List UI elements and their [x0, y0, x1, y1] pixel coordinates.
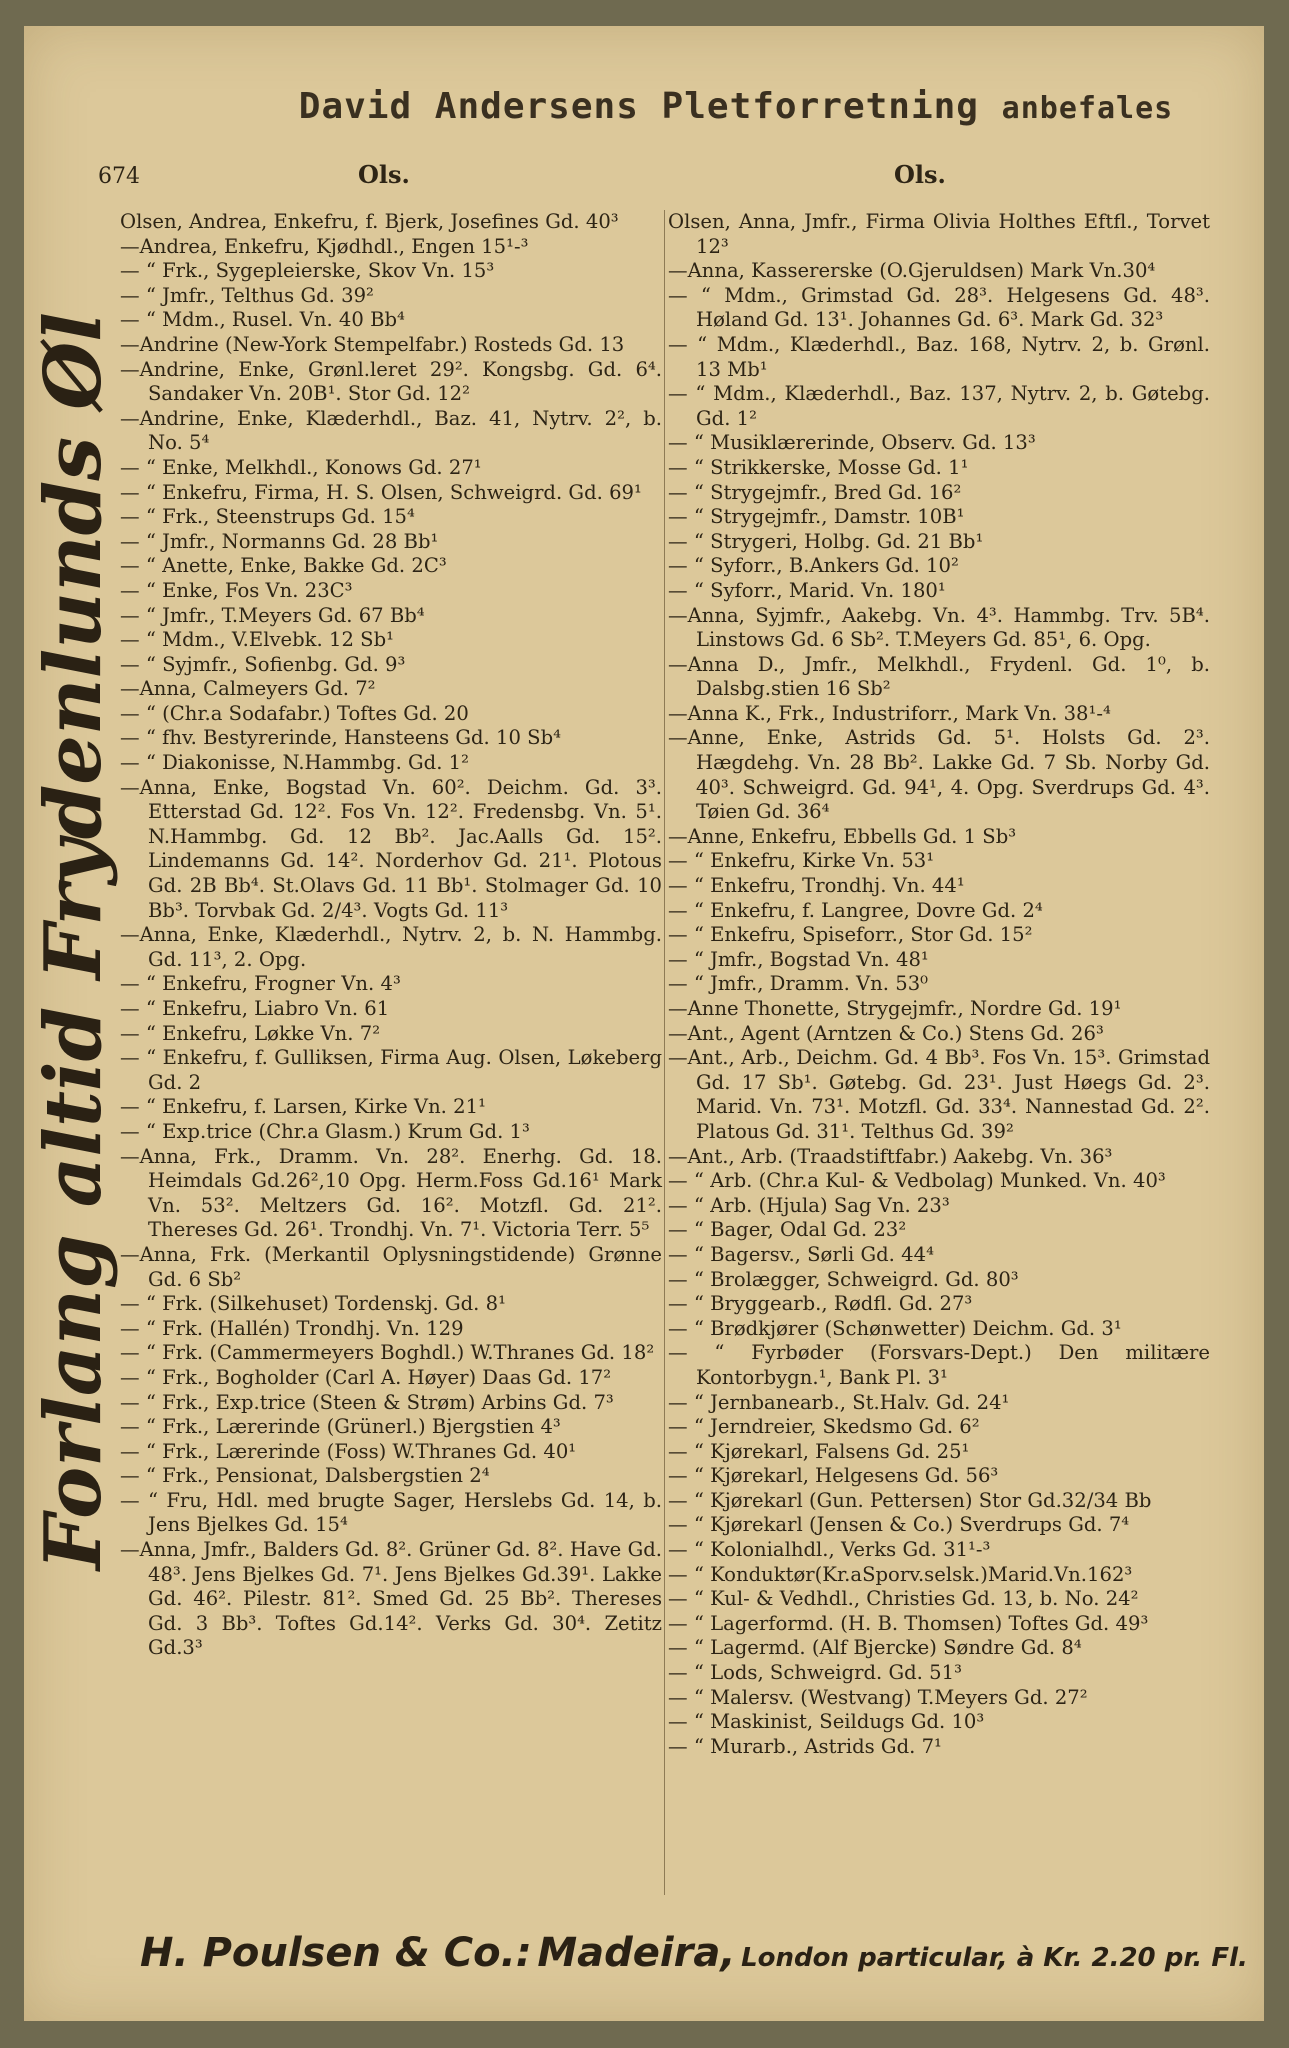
directory-entry: — “ Enkefru, f. Gulliksen, Firma Aug. Olsen, Løkeberg Gd. 2 [120, 1046, 662, 1094]
directory-entry: — “ Bager, Odal Gd. 23² [668, 1218, 907, 1242]
directory-entry: — “ Enkefru, Trondhj. Vn. 44¹ [668, 874, 965, 898]
directory-entry: — “ Mdm., Klæderhdl., Baz. 137, Nytrv. 2, b. Gøtebg. Gd. 1² [668, 382, 1210, 430]
directory-entry: —Anne Thonette, Strygejmfr., Nordre Gd. 19¹ [668, 997, 1122, 1020]
directory-entry: — “ Frk., Exp.trice (Steen & Strøm) Arbins Gd. 7³ [120, 1390, 614, 1414]
directory-entry: — “ Kjørekarl, Falsens Gd. 25¹ [668, 1439, 970, 1463]
directory-entry: —Anna, Jmfr., Balders Gd. 8². Grüner Gd. 8². Have Gd. 48³. Jens Bjelkes Gd. 7¹. Jens Bjelkes Gd.39¹. Lakke Gd. 46². Pilestr. 81². Smed Gd. 25 Bb². Thereses Gd. 3 Bb³. Toftes Gd.14². Verks Gd. 30⁴. Zetitz Gd.3³ [120, 1538, 662, 1660]
directory-entry: —Ant., Arb., Deichm. Gd. 4 Bb³. Fos Vn. 15³. Grimstad Gd. 17 Sb¹. Gøtebg. Gd. 23¹. Just Høegs Gd. 2³. Marid. Vn. 73¹. Motzfl. Gd. 33⁴. Nannestad Gd. 2². Platous Gd. 31¹. Telthus Gd. 39² [668, 1046, 1210, 1143]
directory-entry: — “ (Chr.a Sodafabr.) Toftes Gd. 20 [120, 701, 469, 725]
directory-entry: — “ Enkefru, Kirke Vn. 53¹ [668, 849, 935, 873]
directory-entry: — “ Arb. (Hjula) Sag Vn. 23³ [668, 1193, 950, 1217]
directory-entry: —Anna, Frk., Dramm. Vn. 28². Enerhg. Gd. 18. Heimdals Gd.26²,10 Opg. Herm.Foss Gd.16¹ Mark Vn. 53². Meltzers Gd. 16². Motzfl. Gd. 21². Thereses Gd. 26¹. Trondhj. Vn. 7¹. Victoria Terr. 5⁵ [120, 1144, 662, 1242]
directory-entry: — “ Konduktør(Kr.aSporv.selsk.)Marid.Vn.162³ [668, 1562, 1133, 1586]
directory-entry: — “ Strikkerske, Mosse Gd. 1¹ [668, 455, 969, 479]
directory-entry: — “ Frk., Lærerinde (Grünerl.) Bjergstien 4³ [120, 1415, 561, 1439]
directory-entry: — “ Fyrbøder (Forsvars-Dept.) Den militære Kontorbygn.¹, Bank Pl. 3¹ [668, 1341, 1210, 1389]
directory-entry: — “ Jerndreier, Skedsmo Gd. 6² [668, 1415, 980, 1439]
directory-entry: —Anne, Enkefru, Ebbells Gd. 1 Sb³ [668, 824, 1017, 848]
running-head-left: Ols. [358, 160, 410, 189]
directory-entry: — “ Lods, Schweigrd. Gd. 51³ [668, 1661, 962, 1685]
directory-entry: — “ Frk. (Hallén) Trondhj. Vn. 129 [120, 1316, 464, 1340]
directory-entry: —Anna, Enke, Klæderhdl., Nytrv. 2, b. N. Hammbg. Gd. 11³, 2. Opg. [120, 923, 662, 971]
directory-entry: — “ Fru, Hdl. med brugte Sager, Herslebs Gd. 14, b. Jens Bjelkes Gd. 15⁴ [120, 1488, 662, 1537]
directory-entry: — “ Mdm., Klæderhdl., Baz. 168, Nytrv. 2, b. Grønl. 13 Mb¹ [668, 332, 1210, 381]
directory-entry: — “ Enkefru, Løkke Vn. 7² [120, 1021, 381, 1045]
footer-detail: London particular, à Kr. 2.20 pr. Fl. [741, 1943, 1248, 1973]
directory-entry: — “ Enkefru, Spiseforr., Stor Gd. 15² [668, 923, 1033, 947]
directory-entry: —Anna, Enke, Bogstad Vn. 60². Deichm. Gd. 3³. Etterstad Gd. 12². Fos Vn. 12². Fredensbg. Vn. 5¹. N.Hammbg. Gd. 12 Bb². Jac.Aalls Gd. 15². Lindemanns Gd. 14². Norderhov Gd. 21¹. Plotous Gd. 2B Bb⁴. St.Olavs Gd. 11 Bb¹. Stolmager Gd. 10 Bb³. Torvbak Gd. 2/4³. Vogts Gd. 11³ [120, 775, 662, 922]
directory-entry: — “ Malersv. (Westvang) T.Meyers Gd. 27² [668, 1685, 1088, 1709]
directory-entry: — “ Kjørekarl (Gun. Pettersen) Stor Gd.32/34 Bb [668, 1488, 1152, 1512]
banner-main-text: David Andersens Pletforretning [298, 86, 979, 127]
directory-entry: —Anna D., Jmfr., Melkhdl., Frydenl. Gd. 1⁰, b. Dalsbg.stien 16 Sb² [668, 652, 1210, 701]
directory-entry: — “ Syforr., Marid. Vn. 180¹ [668, 578, 946, 602]
directory-entry: — “ Enkefru, Firma, H. S. Olsen, Schweigrd. Gd. 69¹ [120, 480, 642, 504]
directory-entry: — “ Jmfr., Bogstad Vn. 48¹ [668, 947, 929, 971]
directory-entry: — “ Enkefru, f. Langree, Dovre Gd. 2⁴ [668, 898, 1043, 922]
directory-entry: — “ Kolonialhdl., Verks Gd. 31¹-³ [668, 1538, 991, 1562]
directory-entry: —Andrea, Enkefru, Kjødhdl., Engen 15¹-³ [120, 234, 529, 258]
directory-entry: — “ Strygeri, Holbg. Gd. 21 Bb¹ [668, 529, 984, 553]
directory-entry: —Anna, Calmeyers Gd. 7² [120, 677, 376, 701]
directory-entry: — “ Frk., Bogholder (Carl A. Høyer) Daas Gd. 17² [120, 1365, 612, 1389]
directory-entry: —Anna K., Frk., Industriforr., Mark Vn. 38¹-⁴ [668, 701, 1111, 725]
directory-entry: — “ Anette, Enke, Bakke Gd. 2C³ [120, 554, 447, 578]
directory-entry: — “ Jmfr., Normanns Gd. 28 Bb¹ [120, 529, 439, 553]
directory-entry: — “ Exp.trice (Chr.a Glasm.) Krum Gd. 1³ [120, 1119, 530, 1143]
left-column [120, 210, 662, 1661]
directory-entry: — “ Mdm., Grimstad Gd. 28³. Helgesens Gd. 48³. Høland Gd. 13¹. Johannes Gd. 6³. Mark Gd. 32³ [668, 283, 1210, 332]
directory-entry: — “ Enkefru, Liabro Vn. 61 [120, 997, 390, 1020]
directory-entry: — “ Jernbanearb., St.Halv. Gd. 24¹ [668, 1390, 1010, 1414]
directory-entry: — “ Jmfr., Telthus Gd. 39² [120, 283, 374, 307]
directory-entry: — “ Enkefru, f. Larsen, Kirke Vn. 21¹ [120, 1095, 486, 1119]
directory-entry: — “ Mdm., Rusel. Vn. 40 Bb⁴ [120, 308, 405, 332]
bottom-advert [140, 1930, 1248, 1976]
directory-entry: — “ Frk. (Cammermeyers Boghdl.) W.Thranes Gd. 18² [120, 1341, 655, 1365]
directory-entry: — “ Bryggearb., Rødfl. Gd. 27³ [668, 1292, 973, 1316]
banner-small-text: anbefales [1001, 91, 1174, 126]
directory-entry: —Andrine (New-York Stempelfabr.) Rosteds Gd. 13 [120, 332, 625, 356]
side-advert: Forlang altid Frydenlunds Øl [28, 312, 119, 1570]
footer-firm: H. Poulsen & Co.: [140, 1930, 532, 1976]
running-head-right: Ols. [894, 160, 946, 189]
directory-entry: — “ Maskinist, Seildugs Gd. 10³ [668, 1710, 985, 1734]
directory-entry: — “ Enke, Melkhdl., Konows Gd. 27¹ [120, 455, 482, 479]
footer-product: Madeira, [537, 1930, 736, 1976]
directory-entry: — “ Strygejmfr., Bred Gd. 16² [668, 480, 962, 504]
directory-entry: — “ Bagersv., Sørli Gd. 44⁴ [668, 1242, 934, 1266]
directory-entry: — “ Syjmfr., Sofienbg. Gd. 9³ [120, 652, 406, 676]
directory-entry: —Anna, Frk. (Merkantil Oplysningstidende) Grønne Gd. 6 Sb² [120, 1242, 662, 1291]
directory-entry: —Anne, Enke, Astrids Gd. 5¹. Holsts Gd. 2³. Hægdehg. Vn. 28 Bb². Lakke Gd. 7 Sb. Norby Gd. 40³. Schweigrd. Gd. 94¹, 4. Opg. Sverdrups Gd. 4³. Tøien Gd. 36⁴ [668, 726, 1210, 824]
directory-entry: — “ Murarb., Astrids Gd. 7¹ [668, 1734, 942, 1758]
directory-entry: — “ Enke, Fos Vn. 23C³ [120, 578, 353, 602]
directory-entry: — “ Musiklærerinde, Observ. Gd. 13³ [668, 431, 1036, 455]
directory-entry: —Ant., Arb. (Traadstiftfabr.) Aakebg. Vn. 36³ [668, 1144, 1113, 1168]
directory-entry: —Ant., Agent (Arntzen & Co.) Stens Gd. 26³ [668, 1021, 1104, 1045]
right-column [668, 210, 1210, 1759]
directory-entry: — “ Frk. (Silkehuset) Tordenskj. Gd. 8¹ [120, 1292, 506, 1316]
directory-entry: — “ Enkefru, Frogner Vn. 4³ [120, 972, 401, 996]
directory-entry: — “ Lagerformd. (H. B. Thomsen) Toftes Gd. 49³ [668, 1611, 1149, 1635]
directory-entry: — “ Syforr., B.Ankers Gd. 10² [668, 554, 959, 578]
directory-entry: — “ Jmfr., Dramm. Vn. 53⁰ [668, 972, 929, 996]
directory-entry: — “ Brødkjører (Schønwetter) Deichm. Gd. 3¹ [668, 1316, 1122, 1340]
column-divider [664, 210, 665, 1895]
directory-entry: — “ Jmfr., T.Meyers Gd. 67 Bb⁴ [120, 603, 425, 627]
directory-entry: —Andrine, Enke, Klæderhdl., Baz. 41, Nytrv. 2², b. No. 5⁴ [120, 406, 662, 455]
directory-entry: Olsen, Anna, Jmfr., Firma Olivia Holthes Eftfl., Torvet 12³ [668, 210, 1210, 258]
directory-entry: — “ Frk., Steenstrups Gd. 15⁴ [120, 505, 415, 529]
directory-entry: — “ Lagermd. (Alf Bjercke) Søndre Gd. 8⁴ [668, 1636, 1082, 1660]
top-advert-banner [236, 86, 1236, 127]
directory-entry: — “ Frk., Pensionat, Dalsbergstien 2⁴ [120, 1464, 490, 1488]
directory-entry: — “ Strygejmfr., Damstr. 10B¹ [668, 505, 965, 529]
directory-entry: — “ Diakonisse, N.Hammbg. Gd. 1² [120, 751, 470, 775]
directory-entry: — “ Frk., Sygepleierske, Skov Vn. 15³ [120, 259, 495, 283]
page-number: 674 [98, 164, 140, 189]
directory-entry: — “ Kjørekarl (Jensen & Co.) Sverdrups Gd. 7⁴ [668, 1513, 1130, 1537]
directory-entry: — “ Mdm., V.Elvebk. 12 Sb¹ [120, 628, 394, 652]
directory-entry: — “ Frk., Lærerinde (Foss) W.Thranes Gd. 40¹ [120, 1439, 577, 1463]
directory-entry: — “ Kjørekarl, Helgesens Gd. 56³ [668, 1464, 999, 1488]
directory-entry: Olsen, Andrea, Enkefru, f. Bjerk, Josefines Gd. 40³ [120, 210, 619, 233]
directory-entry: — “ fhv. Bestyrerinde, Hansteens Gd. 10 Sb⁴ [120, 726, 561, 750]
directory-entry: — “ Arb. (Chr.a Kul- & Vedbolag) Munked. Vn. 40³ [668, 1169, 1166, 1193]
directory-entry: — “ Brolægger, Schweigrd. Gd. 80³ [668, 1267, 1019, 1291]
directory-entry: — “ Kul- & Vedhdl., Christies Gd. 13, b. No. 24² [668, 1587, 1139, 1611]
directory-entry: —Anna, Syjmfr., Aakebg. Vn. 4³. Hammbg. Trv. 5B⁴. Linstows Gd. 6 Sb². T.Meyers Gd. 85¹, 6. Opg. [668, 603, 1210, 652]
directory-entry: —Andrine, Enke, Grønl.leret 29². Kongsbg. Gd. 6⁴. Sandaker Vn. 20B¹. Stor Gd. 12² [120, 357, 662, 406]
directory-entry: —Anna, Kassererske (O.Gjeruldsen) Mark Vn.30⁴ [668, 259, 1156, 283]
